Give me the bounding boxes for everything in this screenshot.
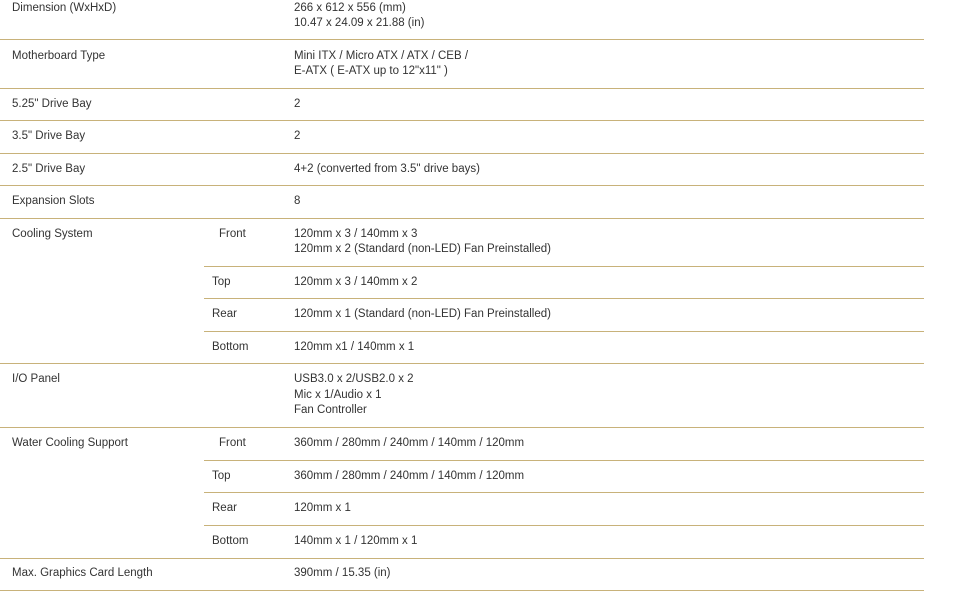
row-value-bay-25: 4+2 (converted from 3.5" drive bays) xyxy=(294,163,480,175)
row-value-water-front: 360mm / 280mm / 240mm / 140mm / 120mm xyxy=(294,437,525,449)
row-label-bay-35: 3.5" Drive Bay xyxy=(12,130,86,142)
sub-row-divider xyxy=(204,266,924,267)
row-value-cooling-front-line1: 120mm x 3 / 140mm x 3 xyxy=(294,228,418,240)
sub-label-cooling-top: Top xyxy=(212,276,231,288)
row-label-bay-25: 2.5" Drive Bay xyxy=(12,163,86,175)
row-divider xyxy=(0,153,924,154)
row-value-dimension-line1: 266 x 612 x 556 (mm) xyxy=(294,2,406,14)
sub-row-divider xyxy=(204,492,924,493)
row-label-motherboard: Motherboard Type xyxy=(12,50,106,62)
sub-label-water-rear: Rear xyxy=(212,502,237,514)
row-divider xyxy=(0,427,924,428)
row-value-water-bottom: 140mm x 1 / 120mm x 1 xyxy=(294,535,418,547)
row-divider xyxy=(0,88,924,89)
row-value-gpu-length: 390mm / 15.35 (in) xyxy=(294,567,391,579)
row-value-motherboard-line1: Mini ITX / Micro ATX / ATX / CEB / xyxy=(294,50,469,62)
row-divider xyxy=(0,39,924,40)
row-value-io-panel-line2: Mic x 1/Audio x 1 xyxy=(294,389,382,401)
row-divider xyxy=(0,218,924,219)
row-label-gpu-length: Max. Graphics Card Length xyxy=(12,567,153,579)
row-label-cooling: Cooling System xyxy=(12,228,93,240)
sub-row-divider xyxy=(204,460,924,461)
row-value-expansion: 8 xyxy=(294,195,301,207)
row-label-bay-525: 5.25" Drive Bay xyxy=(12,98,92,110)
row-value-dimension-line2: 10.47 x 24.09 x 21.88 (in) xyxy=(294,17,425,29)
row-label-water-cooling: Water Cooling Support xyxy=(12,437,128,449)
sub-row-divider xyxy=(204,525,924,526)
row-divider xyxy=(0,363,924,364)
row-divider xyxy=(0,558,924,559)
sub-row-divider xyxy=(204,298,924,299)
row-divider xyxy=(0,185,924,186)
row-value-cooling-front-line2: 120mm x 2 (Standard (non-LED) Fan Preinstalled) xyxy=(294,243,551,255)
row-value-io-panel-line1: USB3.0 x 2/USB2.0 x 2 xyxy=(294,373,414,385)
row-divider xyxy=(0,120,924,121)
row-value-bay-525: 2 xyxy=(294,98,301,110)
sub-label-cooling-rear: Rear xyxy=(212,308,237,320)
sub-label-water-bottom: Bottom xyxy=(212,535,249,547)
row-value-cooling-rear: 120mm x 1 (Standard (non-LED) Fan Preinstalled) xyxy=(294,308,551,320)
row-label-expansion: Expansion Slots xyxy=(12,195,95,207)
row-value-water-top: 360mm / 280mm / 240mm / 140mm / 120mm xyxy=(294,470,525,482)
row-divider xyxy=(0,590,924,591)
sub-label-water-front: Front xyxy=(219,437,246,449)
row-label-dimension: Dimension (WxHxD) xyxy=(12,2,117,14)
sub-label-water-top: Top xyxy=(212,470,231,482)
row-value-water-rear: 120mm x 1 xyxy=(294,502,351,514)
row-value-cooling-bottom: 120mm x1 / 140mm x 1 xyxy=(294,341,415,353)
row-value-motherboard-line2: E-ATX ( E-ATX up to 12"x11" ) xyxy=(294,65,448,77)
row-value-io-panel-line3: Fan Controller xyxy=(294,404,367,416)
row-value-bay-35: 2 xyxy=(294,130,301,142)
sub-label-cooling-front: Front xyxy=(219,228,246,240)
row-value-cooling-top: 120mm x 3 / 140mm x 2 xyxy=(294,276,418,288)
row-label-io-panel: I/O Panel xyxy=(12,373,60,385)
sub-row-divider xyxy=(204,331,924,332)
sub-label-cooling-bottom: Bottom xyxy=(212,341,249,353)
